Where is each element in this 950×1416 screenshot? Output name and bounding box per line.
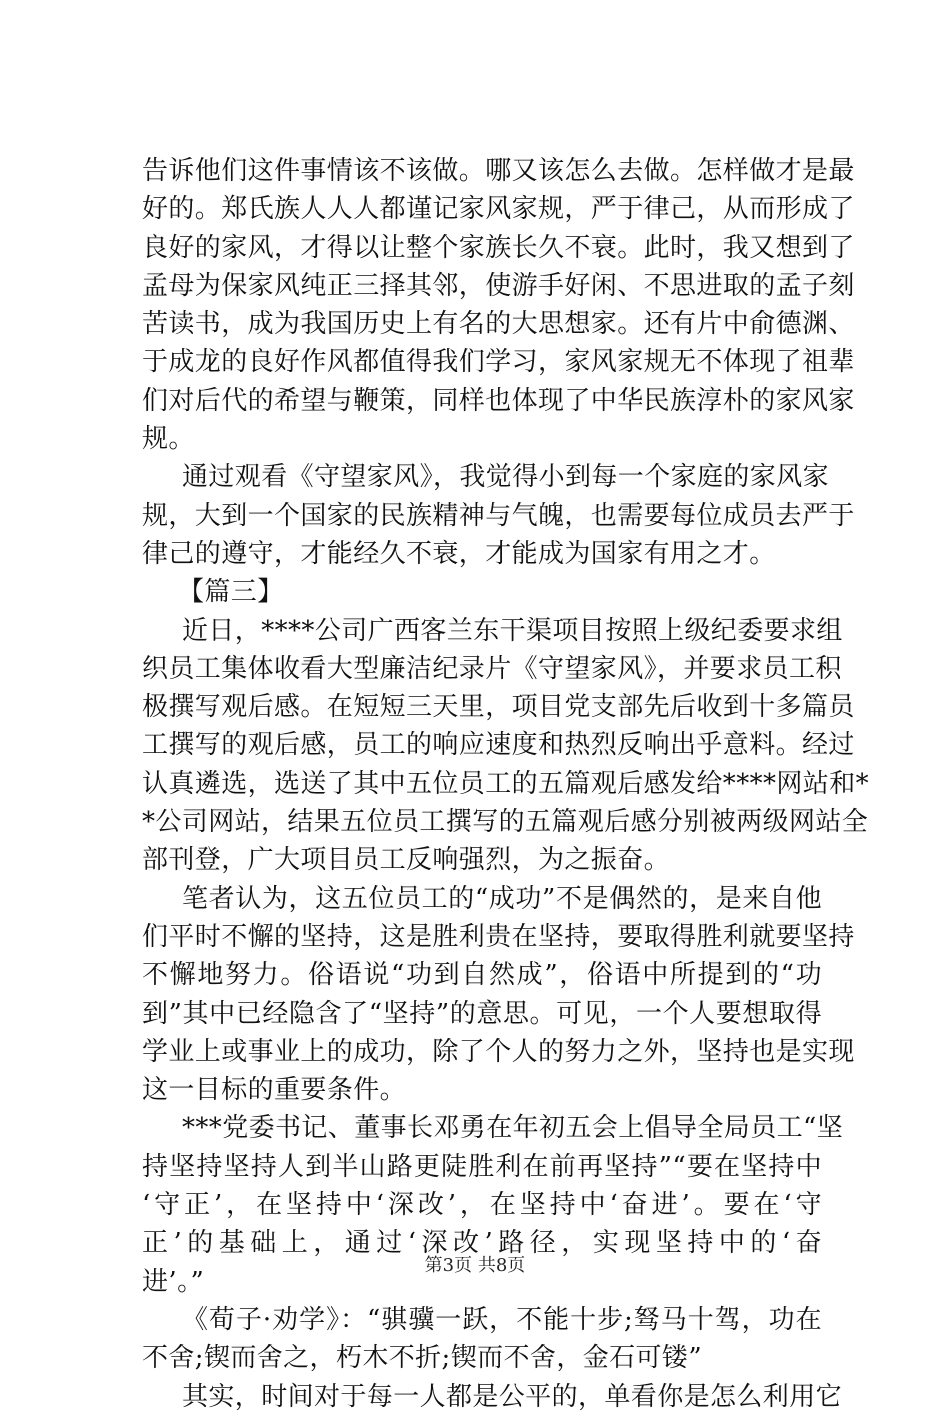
text-line: 进’。” — [142, 1266, 205, 1297]
text-line: 这一目标的重要条件。 — [142, 1075, 407, 1106]
text-line: 规。 — [142, 424, 195, 455]
document-body — [142, 152, 870, 1416]
text-line: 织员工集体收看大型廉洁纪录片《守望家风》，并要求员工积 — [142, 653, 842, 684]
paragraph-start-line: ***党委书记、董事长邓勇在年初五会上倡导全局员工“坚 — [182, 1113, 844, 1144]
text-line: ‘守正’，在坚持中‘深改’，在坚持中‘奋进’。要在‘守 — [142, 1190, 822, 1221]
text-line: 律己的遵守，才能经久不衰，才能成为国家有用之才。 — [142, 538, 776, 569]
text-line: 良好的家风，才得以让整个家族长久不衰。此时，我又想到了 — [142, 232, 855, 263]
text-line: 部刊登，广大项目员工反响强烈，为之振奋。 — [142, 845, 671, 876]
text-line: 持坚持坚持人到半山路更陡胜利在前再坚持”“要在坚持中 — [142, 1151, 822, 1182]
text-line: *公司网站，结果五位员工撰写的五篇观后感分别被两级网站全 — [142, 807, 869, 838]
paragraph-start-line: 《荀子·劝学》：“骐骥一跃，不能十步;驽马十驾，功在 — [182, 1304, 822, 1335]
text-line: 们平时不懈的坚持，这是胜利贵在坚持，要取得胜利就要坚持 — [142, 921, 855, 952]
paragraph-start-line: 其实，时间对于每一人都是公平的，单看你是怎么利用它 — [182, 1381, 843, 1412]
text-line: 学业上或事业上的成功，除了个人的努力之外，坚持也是实现 — [142, 1036, 855, 1067]
text-line: 正’的基础上，通过‘深改’路径，实现坚持中的‘奋 — [142, 1228, 822, 1259]
page-number-footer: 第3页 共8页 — [424, 1255, 526, 1276]
section-heading: 【篇三】 — [178, 577, 284, 608]
text-line: 们对后代的希望与鞭策，同样也体现了中华民族淳朴的家风家 — [142, 385, 855, 416]
text-line: 工撰写的观后感，员工的响应速度和热烈反响出乎意料。经过 — [142, 730, 855, 761]
text-line: 告诉他们这件事情该不该做。哪又该怎么去做。怎样做才是最 — [142, 156, 855, 186]
text-line: 认真遴选，选送了其中五位员工的五篇观后感发给****网站和* — [142, 768, 870, 799]
text-line: 好的。郑氏族人人人都谨记家风家规，严于律己，从而形成了 — [142, 194, 855, 225]
text-line: 苦读书，成为我国历史上有名的大思想家。还有片中俞德渊、 — [142, 309, 855, 340]
paragraph-start-line: 笔者认为，这五位员工的“成功”不是偶然的，是来自他 — [182, 883, 822, 914]
text-line: 极撰写观后感。在短短三天里，项目党支部先后收到十多篇员 — [142, 692, 855, 723]
text-line: 到”其中已经隐含了“坚持”的意思。可见，一个人要想取得 — [142, 998, 822, 1029]
text-line: 孟母为保家风纯正三择其邻，使游手好闲、不思进取的孟子刻 — [142, 270, 855, 301]
paragraph-start-line: 通过观看《守望家风》，我觉得小到每一个家庭的家风家 — [182, 462, 830, 493]
text-line: 规，大到一个国家的民族精神与气魄，也需要每位成员去严于 — [142, 500, 855, 531]
text-line: 不舍;锲而舍之，朽木不折;锲而不舍，金石可镂” — [142, 1343, 703, 1374]
text-line: 不懈地努力。俗语说“功到自然成”，俗语中所提到的“功 — [142, 960, 822, 991]
text-line: 于成龙的良好作风都值得我们学习，家风家规无不体现了祖辈 — [142, 347, 855, 378]
paragraph-start-line: 近日，****公司广西客兰东干渠项目按照上级纪委要求组 — [182, 615, 843, 646]
